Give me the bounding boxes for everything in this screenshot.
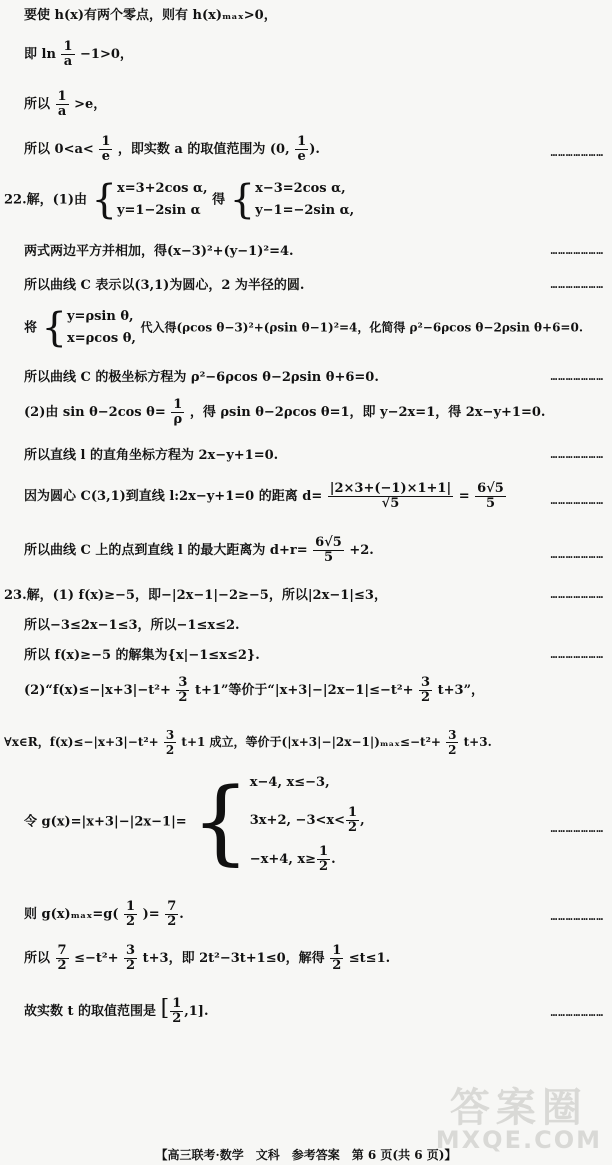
text-line: 将 { y=ρsin θ, x=ρcos θ, 代入得(ρcos θ−3)²+(ρsin θ−1)²=4，化简得 ρ²−6ρcos θ−2ρsin θ+6=0.: [24, 305, 584, 351]
watermark: 答案圈 MXQE.COM: [435, 1085, 602, 1154]
text-line: [24, 40, 133, 69]
interval-open: (0,: [269, 142, 290, 157]
fraction: $\frac{1}{2}$: [126, 899, 136, 929]
equation-system: y=ρsin θ, x=ρcos θ,: [67, 309, 136, 346]
text-fragment: 即 ln: [24, 47, 56, 62]
text-fragment: (2)由 sin θ−2cos θ=: [24, 405, 166, 420]
text-fragment: 将: [24, 320, 38, 336]
text-fragment: t+1”等价于“|x+3|−|2x−1|≤−t²+: [195, 683, 414, 698]
dotted-leader: …………………: [550, 244, 604, 257]
text-line: 要使 h(x)有两个零点，则有 h(x)ₘₐₓ>0，: [24, 8, 277, 23]
text-line: 所以 f(x)≥−5 的解集为{x|−1≤x≤2}.: [24, 648, 260, 663]
text-line: [24, 536, 374, 565]
equation-system: x=3+2cos α, y=1−2sin α: [116, 181, 208, 218]
text-fragment: 所以曲线 C 上的点到直线 l 的最大距离为 d+r=: [24, 543, 308, 558]
text-fragment: ,1].: [184, 1004, 209, 1019]
fraction: $\frac{3}{2}$: [178, 675, 188, 705]
text-line: 22.解，(1)由 { x=3+2cos α, y=1−2sin α 得 { x−3=2cos α, y−1=−2sin α,: [4, 177, 355, 223]
text-fragment: ∀x∈R，f(x)≤−|x+3|−t²+: [4, 735, 159, 749]
dotted-leader: …………………: [550, 1006, 604, 1019]
fraction: $\frac{6√5}{5}$: [477, 481, 504, 511]
fraction: $\frac{3}{2}$: [126, 943, 136, 973]
fraction: $\frac{7}{2}$: [167, 899, 177, 929]
dotted-leader: …………………: [550, 910, 604, 923]
text-fragment: 故实数 t 的取值范围是: [24, 1004, 157, 1019]
text-fragment: 所以 0<a<: [24, 142, 94, 157]
text-line: 则 g(x)ₘₐₓ=g( $\frac{1}{2}$ )= $\frac{7}{2}$ .: [24, 899, 184, 929]
fraction: $\frac{1}{2}$: [172, 996, 182, 1026]
fraction: $\frac{3}{2}$: [448, 728, 457, 757]
text-line: 所以曲线 C 表示以(3,1)为圆心，2 为半径的圆.: [24, 278, 305, 293]
text-fragment: 所以: [24, 951, 51, 966]
text-fragment: −1>0，: [80, 47, 133, 62]
dotted-leader: …………………: [550, 588, 604, 601]
text-fragment: +2.: [349, 543, 374, 558]
dotted-leader: …………………: [550, 146, 604, 159]
fraction: $\frac{1}{a}$: [63, 39, 73, 69]
dotted-leader: …………………: [550, 370, 604, 383]
dotted-leader: …………………: [550, 448, 604, 461]
dotted-leader: …………………: [550, 548, 604, 561]
fraction: $\frac{7}{2}$: [57, 943, 67, 973]
text-line: [4, 728, 492, 757]
text-fragment: t+1 成立，等价于(|x+3|−|2x−1|)ₘₐₓ≤−t²+: [181, 735, 441, 749]
fraction: $\frac{|2\times 3+(-1)\times 1+1|}{√5}$: [329, 481, 452, 511]
text-fragment: t+3”，: [437, 683, 485, 698]
text-line: 23.解，(1) f(x)≥−5，即−|2x−1|−2≥−5，所以|2x−1|≤3，: [4, 588, 387, 603]
text-line: [24, 676, 484, 705]
fraction: $\frac{6√5}{5}$: [315, 535, 342, 565]
text-fragment: )=: [142, 907, 160, 922]
text-line: 令 g(x)=|x+3|−|2x−1|= { x−4, x≤−3, 3x+2, −3<x< $\frac{1}{2}$ , −x+4, x≥ $\frac{1}{2}$ .: [24, 768, 365, 875]
text-fragment: 得: [212, 192, 226, 208]
text-line: 所以曲线 C 的极坐标方程为 ρ²−6ρcos θ−2ρsin θ+6=0.: [24, 370, 379, 385]
text-fragment: (2)“f(x)≤−|x+3|−t²+: [24, 683, 171, 698]
text-fragment: t+3，即 2t²−3t+1≤0，解得: [142, 951, 325, 966]
text-line: [24, 90, 106, 119]
text-fragment: 所以: [24, 97, 51, 112]
fraction: $\frac{1}{2}$: [332, 943, 342, 973]
text-fragment: 则 g(x)ₘₐₓ=g(: [24, 907, 119, 922]
text-fragment: 代入得(ρcos θ−3)²+(ρsin θ−1)²=4，化简得 ρ²−6ρcos θ−2ρsin θ+6=0.: [140, 320, 584, 335]
text-fragment: t+3.: [463, 735, 492, 749]
fraction: $\frac{1}{a}$: [57, 89, 67, 119]
text-line: [24, 944, 390, 973]
text-fragment: ，即实数 a 的取值范围为: [117, 142, 266, 157]
fraction: $\frac{1}{\rho}$: [173, 397, 183, 427]
text-line: 所以 0<a< $\frac{1}{e}$ ，即实数 a 的取值范围为 (0, $\frac{1}{e}$ ).: [24, 134, 320, 164]
fraction: $\frac{3}{2}$: [165, 728, 175, 757]
text-line: 所以直线 l 的直角坐标方程为 2x−y+1=0.: [24, 448, 279, 463]
equation-system: x−3=2cos α, y−1=−2sin α,: [255, 181, 355, 218]
text-line: [24, 398, 545, 427]
dotted-leader: …………………: [550, 822, 604, 835]
text-line: 因为圆心 C(3,1)到直线 l:2x−y+1=0 的距离 d= $\frac{|2\times 3+(-1)\times 1+1|}{√5}$ = $\frac{6√5}{5}$: [24, 481, 504, 511]
fraction: $\frac{1}{e}$: [101, 134, 111, 164]
text-fragment: ≤t≤1.: [348, 951, 391, 966]
fraction: $\frac{3}{2}$: [421, 675, 431, 705]
text-fragment: ≤−t²+: [74, 951, 119, 966]
text-fragment: >e，: [74, 97, 107, 112]
text-line: 两式两边平方并相加，得(x−3)²+(y−1)²=4.: [24, 244, 294, 259]
text-line: 故实数 t 的取值范围是 [ $\frac{1}{2}$ ,1].: [24, 996, 209, 1026]
text-fragment: ，得 ρsin θ−2ρcos θ=1，即 y−2x=1，得 2x−y+1=0.: [189, 405, 546, 420]
text-line: 所以−3≤2x−1≤3，所以−1≤x≤2.: [24, 618, 240, 633]
piecewise-function: x−4, x≤−3, 3x+2, −3<x< $\frac{1}{2}$ , −x+4, x≥ $\frac{1}{2}$ .: [249, 775, 365, 874]
text-fragment: 令 g(x)=|x+3|−|2x−1|=: [24, 814, 187, 830]
dotted-leader: …………………: [550, 648, 604, 661]
text-fragment: 因为圆心 C(3,1)到直线 l:2x−y+1=0 的距离 d=: [24, 489, 323, 504]
page-footer: 【高三联考·数学 文科 参考答案 第 6 页(共 6 页)】: [155, 1148, 457, 1162]
dotted-leader: …………………: [550, 494, 604, 507]
dotted-leader: …………………: [550, 278, 604, 291]
text-fragment: 22.解，(1)由: [4, 192, 87, 208]
fraction: $\frac{1}{e}$: [297, 134, 307, 164]
